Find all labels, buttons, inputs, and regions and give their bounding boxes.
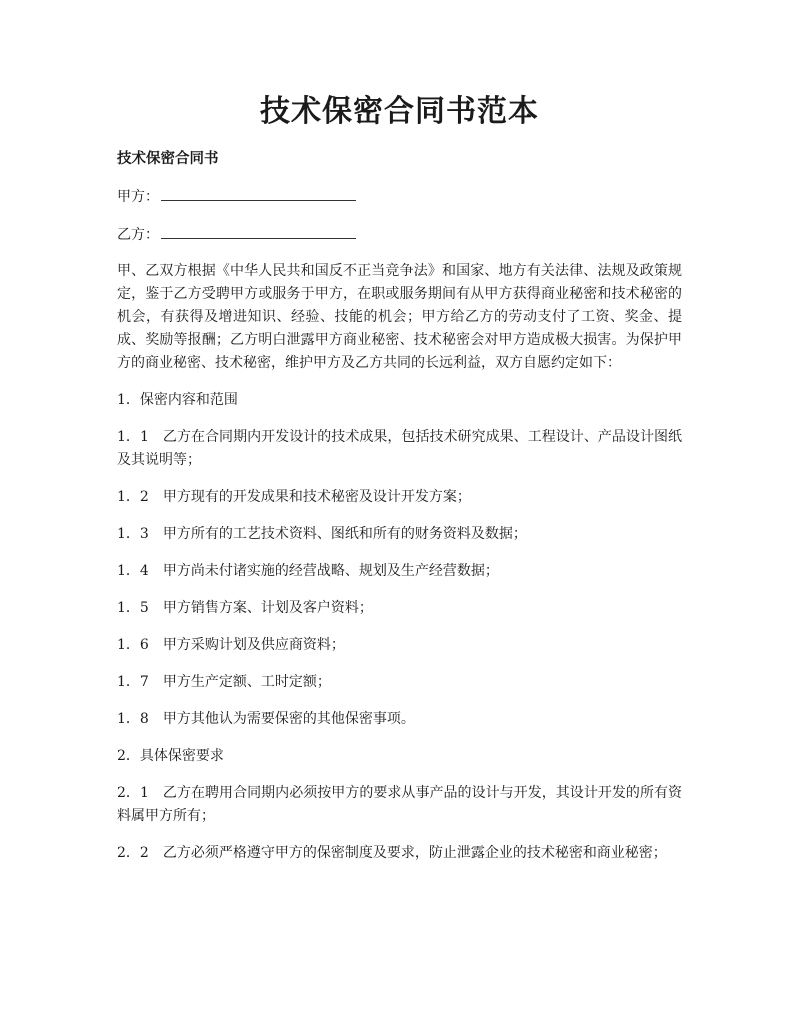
clause-1-1: 1．1 乙方在合同期内开发设计的技术成果，包括技术研究成果、工程设计、产品设计图纸及其说明等； bbox=[117, 429, 682, 468]
clause-2-1: 2．1 乙方在聘用合同期内必须按甲方的要求从事产品的设计与开发，其设计开发的所有资料属甲方所有； bbox=[117, 785, 682, 824]
section-2-heading: 2．具体保密要求 bbox=[117, 748, 224, 764]
document-title: 技术保密合同书范本 bbox=[260, 94, 539, 129]
contract-subtitle: 技术保密合同书 bbox=[117, 151, 219, 167]
clause-1-3: 1．3 甲方所有的工艺技术资料、图纸和所有的财务资料及数据； bbox=[117, 526, 527, 542]
clause-1-2: 1．2 甲方现有的开发成果和技术秘密及设计开发方案； bbox=[117, 489, 471, 505]
clause-1-4: 1．4 甲方尚未付诸实施的经营战略、规划及生产经营数据； bbox=[117, 563, 499, 579]
party-b-blank bbox=[161, 224, 356, 239]
party-a-blank bbox=[161, 186, 356, 201]
party-a-label: 甲方： bbox=[117, 189, 159, 205]
clause-1-5: 1．5 甲方销售方案、计划及客户资料； bbox=[117, 600, 373, 616]
clause-2-2: 2．2 乙方必须严格遵守甲方的保密制度及要求，防止泄露企业的技术秘密和商业秘密； bbox=[117, 845, 667, 861]
clause-1-7: 1．7 甲方生产定额、工时定额； bbox=[117, 674, 331, 690]
party-a-line bbox=[117, 186, 682, 208]
section-1-heading: 1．保密内容和范围 bbox=[117, 392, 238, 408]
clause-1-8: 1．8 甲方其他认为需要保密的其他保密事项。 bbox=[117, 711, 415, 727]
clause-1-6: 1．6 甲方采购计划及供应商资料； bbox=[117, 637, 345, 653]
intro-paragraph: 甲、乙双方根据《中华人民共和国反不正当竞争法》和国家、地方有关法律、法规及政策规定，鉴于乙方受聘甲方或服务于甲方，在职或服务期间有从甲方获得商业秘密和技术秘密的机会，有获得及增进知识、经验、技能的机会；甲方给乙方的劳动支付了工资、奖金、提成、奖励等报酬；乙方明白泄露甲方商业秘密、技术秘密会对甲方造成极大损害。为保护甲方的商业秘密、技术秘密，维护甲方及乙方共同的长远利益，双方自愿约定如下： bbox=[117, 263, 682, 371]
party-b-line bbox=[117, 224, 682, 246]
party-b-label: 乙方： bbox=[117, 227, 159, 243]
